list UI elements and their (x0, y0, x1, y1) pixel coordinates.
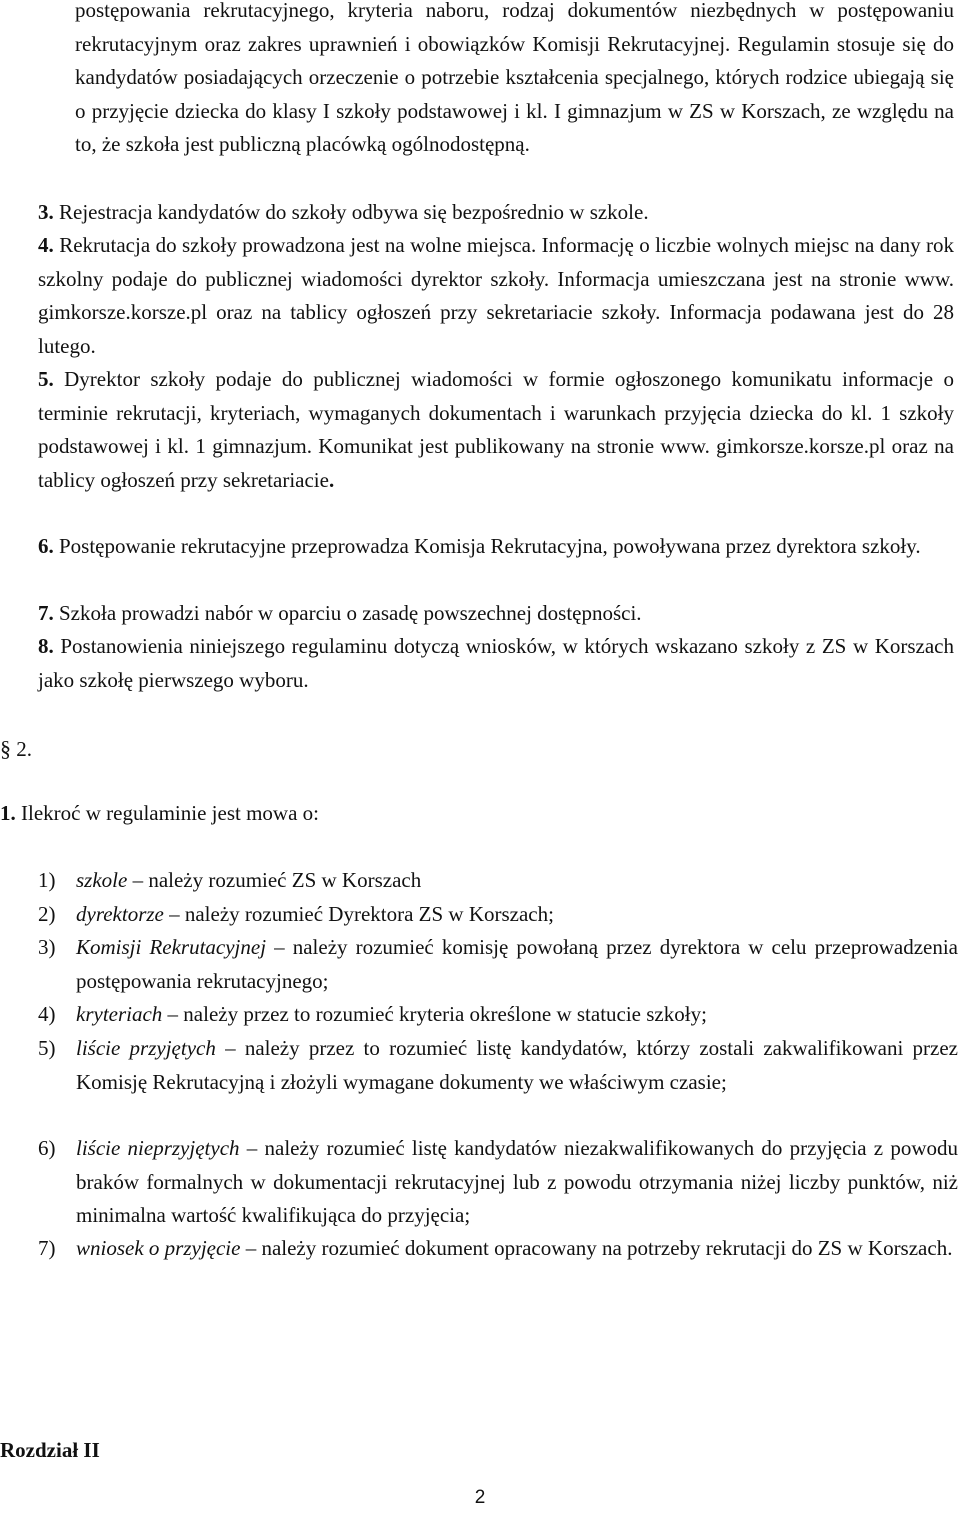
definition-text: – należy rozumieć komisję powołaną przez dyrektora w celu przeprowadzenia postępowania rekrutacyjnego; (76, 935, 958, 993)
definition-text: – należy przez to rozumieć kryteria określone w statucie szkoły; (162, 1002, 707, 1026)
numbered-item-6 (38, 530, 954, 564)
definition-2 (38, 898, 958, 932)
section-sub-text: Ilekroć w regulaminie jest mowa o: (15, 801, 319, 825)
numbered-item-4 (38, 229, 954, 363)
definition-text: – należy rozumieć Dyrektora ZS w Korszach; (163, 902, 554, 926)
item-text: Rekrutacja do szkoły prowadzona jest na wolne miejsca. Informację o liczbie wolnych miejsc na dany rok szkolny podaje do publicznej wiadomości dyrektor szkoły. Informacja umieszczana jest na stronie www. gimkorsze.korsze.pl oraz na tablicy ogłoszeń przy sekretariacie szkoły. Informacja podawana jest do 28 lutego. (38, 233, 955, 358)
definition-number: 4) (38, 1002, 56, 1026)
item-number: 6. (38, 534, 54, 558)
numbered-item-7 (38, 597, 954, 631)
section-number: 2. (16, 737, 32, 761)
section-marker (0, 732, 32, 766)
definition-5 (38, 1032, 958, 1099)
numbered-item-8 (38, 630, 954, 697)
section-symbol: § (0, 736, 11, 761)
definition-term: dyrektorze (76, 902, 164, 926)
definition-7 (38, 1232, 958, 1266)
intro-paragraph (75, 0, 954, 162)
definition-term: liście przyjętych (76, 1036, 216, 1060)
definition-text: – należy rozumieć dokument opracowany na potrzeby rekrutacji do ZS w Korszach. (240, 1236, 953, 1260)
definition-text: – należy rozumieć listę kandydatów niezakwalifikowanych do przyjęcia z powodu braków formalnych w dokumentacji rekrutacyjnej lub z powodu otrzymania niżej liczby punktów, niż minimalna wartość kwalifikująca do przyjęcia; (76, 1136, 958, 1227)
item-text: Postanowienia niniejszego regulaminu dotyczą wniosków, w których wskazano szkoły z ZS w Korszach jako szkołę pierwszego wyboru. (38, 634, 955, 692)
definition-term: szkole (76, 868, 128, 892)
numbered-item-3 (38, 196, 954, 230)
item-text: Szkoła prowadzi nabór w oparciu o zasadę powszechnej dostępności. (59, 601, 642, 625)
item-number: 8. (38, 634, 54, 658)
definition-1 (38, 864, 958, 898)
definition-number: 6) (38, 1136, 56, 1160)
definition-6 (38, 1132, 958, 1233)
item-number: 4. (38, 233, 54, 257)
chapter-heading: Rozdział II (0, 1438, 100, 1462)
item-text: Rejestracja kandydatów do szkoły odbywa się bezpośrednio w szkole. (59, 200, 649, 224)
intro-text: postępowania rekrutacyjnego, kryteria naboru, rodzaj dokumentów niezbędnych w postępowaniu rekrutacyjnym oraz zakres uprawnień i obowiązków Komisji Rekrutacyjnej. Regulamin stosuje się do kandydatów posiadających orzeczenie o potrzebie kształcenia specjalnego, których rodzice ubiegają się o przyjęcie dziecka do klasy I szkoły podstawowej i kl. I gimnazjum w ZS w Korszach, ze względu na to, że szkoła jest publiczną placówką ogólnodostępną. (75, 0, 954, 156)
definition-number: 5) (38, 1036, 56, 1060)
definition-3 (38, 931, 958, 998)
definition-text: – należy przez to rozumieć listę kandydatów, którzy zostali zakwalifikowani przez Komisję Rekrutacyjną i złożyli wymagane dokumenty we właściwym czasie; (76, 1036, 958, 1094)
definition-text: – należy rozumieć ZS w Korszach (127, 868, 422, 892)
definition-number: 7) (38, 1236, 56, 1260)
definition-number: 3) (38, 935, 56, 959)
item-number: 5. (38, 367, 54, 391)
item-tail: . (328, 467, 335, 492)
definition-term: liście nieprzyjętych (76, 1136, 240, 1160)
item-number: 7. (38, 601, 54, 625)
definition-number: 1) (38, 868, 56, 892)
numbered-item-5 (38, 363, 954, 497)
definition-term: kryteriach (76, 1002, 163, 1026)
item-text: Postępowanie rekrutacyjne przeprowadza Komisja Rekrutacyjna, powoływana przez dyrektora szkoły. (59, 534, 921, 558)
definition-term: Komisji Rekrutacyjnej (76, 935, 267, 959)
definition-term: wniosek o przyjęcie (76, 1236, 241, 1260)
item-number: 3. (38, 200, 54, 224)
item-text: Dyrektor szkoły podaje do publicznej wiadomości w formie ogłoszonego komunikatu informacje o terminie rekrutacji, kryteriach, wymaganych dokumentach i warunkach przyjęcia dziecka do kl. 1 szkoły podstawowej i kl. 1 gimnazjum. Komunikat jest publikowany na stronie www. gimkorsze.korsze.pl oraz na tablicy ogłoszeń przy sekretariacie (38, 367, 954, 492)
section-intro (0, 797, 319, 830)
section-sub-number: 1. (0, 801, 16, 825)
definition-4 (38, 998, 958, 1032)
definition-number: 2) (38, 902, 56, 926)
page-number: 2 (474, 1487, 486, 1508)
